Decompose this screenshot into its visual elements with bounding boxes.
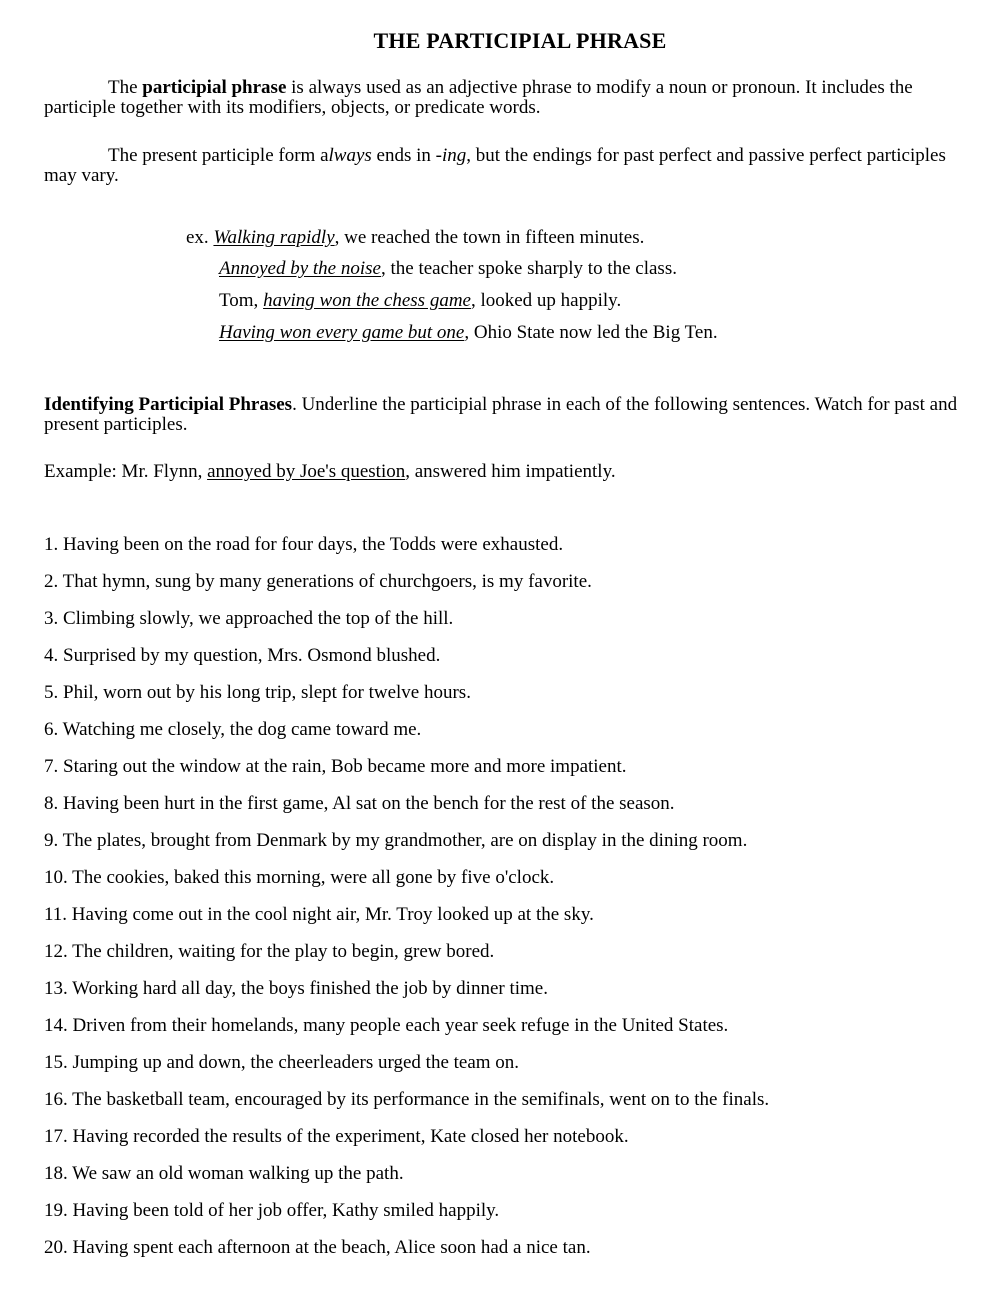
example-sentence	[219, 322, 718, 344]
exercise-sentence: 5. Phil, worn out by his long trip, slept for twelve hours.	[44, 682, 471, 703]
exercise-sentence: 6. Watching me closely, the dog came toward me.	[44, 719, 422, 740]
page-title: THE PARTICIPIAL PHRASE	[373, 28, 667, 53]
intro-paragraph-1	[44, 78, 979, 118]
exercise-sentence: 1. Having been on the road for four days, the Todds were exhausted.	[44, 534, 564, 555]
example-phrase: Walking rapidly	[213, 227, 335, 248]
intro-p2-italic-ing: -ing	[435, 145, 467, 166]
exercise-example	[44, 461, 616, 483]
example-phrase: Having won every game but one	[219, 322, 465, 343]
exercise-sentence: 17. Having recorded the results of the experiment, Kate closed her notebook.	[44, 1126, 629, 1147]
exercise-sentence: 14. Driven from their homelands, many people each year seek refuge in the United States.	[44, 1015, 729, 1036]
intro-p2-mid: ends in	[371, 145, 436, 166]
intro-paragraph-2	[44, 146, 979, 186]
example-post: , we reached the town in fifteen minutes.	[334, 227, 645, 248]
example-sentence	[186, 227, 644, 249]
exercise-directions: . Underline the participial phrase in each of the following sentences. Watch for past and present participles.	[44, 394, 958, 435]
example-post: , Ohio State now led the Big Ten.	[464, 322, 718, 343]
exercise-sentence: 15. Jumping up and down, the cheerleaders urged the team on.	[44, 1052, 520, 1073]
example-pre: Tom,	[219, 290, 264, 311]
intro-p1-start: The	[108, 77, 143, 98]
example-prefix: ex.	[186, 227, 214, 248]
intro-p2-rest: , but the endings for past perfect and passive perfect participles may vary.	[44, 145, 946, 186]
example-post: , the teacher spoke sharply to the class.	[380, 258, 677, 279]
exercise-sentence: 2. That hymn, sung by many generations of churchgoers, is my favorite.	[44, 571, 592, 592]
exercise-heading: Identifying Participial Phrases	[44, 394, 293, 415]
intro-p2-italic: lways	[328, 145, 372, 166]
exercise-sentence: 16. The basketball team, encouraged by its performance in the semifinals, went on to the finals.	[44, 1089, 770, 1110]
exercise-example-phrase: annoyed by Joe's question	[207, 461, 406, 482]
exercise-sentence: 18. We saw an old woman walking up the path.	[44, 1163, 404, 1184]
exercise-sentence: 11. Having come out in the cool night air, Mr. Troy looked up at the sky.	[44, 904, 594, 925]
exercise-sentence: 19. Having been told of her job offer, Kathy smiled happily.	[44, 1200, 500, 1221]
term-participial-phrase: participial phrase	[142, 77, 287, 98]
intro-p1-rest: is always used as an adjective phrase to modify a noun or pronoun. It includes the participle together with its modifiers, objects, or predicate words.	[44, 77, 913, 118]
example-post: , looked up happily.	[470, 290, 622, 311]
exercise-sentence: 20. Having spent each afternoon at the beach, Alice soon had a nice tan.	[44, 1237, 591, 1258]
exercise-sentence: 13. Working hard all day, the boys finished the job by dinner time.	[44, 978, 548, 999]
exercise-example-post: , answered him impatiently.	[405, 461, 616, 482]
exercise-sentence: 4. Surprised by my question, Mrs. Osmond blushed.	[44, 645, 441, 666]
exercise-instructions	[44, 395, 979, 435]
exercise-sentence: 8. Having been hurt in the first game, Al sat on the bench for the rest of the season.	[44, 793, 675, 814]
exercise-sentence: 12. The children, waiting for the play to begin, grew bored.	[44, 941, 495, 962]
exercise-sentence: 9. The plates, brought from Denmark by my grandmother, are on display in the dining room.	[44, 830, 748, 851]
example-phrase: having won the chess game	[263, 290, 471, 311]
exercise-sentence: 10. The cookies, baked this morning, were all gone by five o'clock.	[44, 867, 555, 888]
exercise-example-pre: Example: Mr. Flynn,	[44, 461, 208, 482]
exercise-sentence: 3. Climbing slowly, we approached the top of the hill.	[44, 608, 454, 629]
intro-p2-start: The present participle form a	[108, 145, 329, 166]
exercise-sentence: 7. Staring out the window at the rain, Bob became more and more impatient.	[44, 756, 627, 777]
example-phrase: Annoyed by the noise	[219, 258, 381, 279]
example-sentence	[219, 290, 621, 312]
example-sentence	[219, 258, 677, 280]
